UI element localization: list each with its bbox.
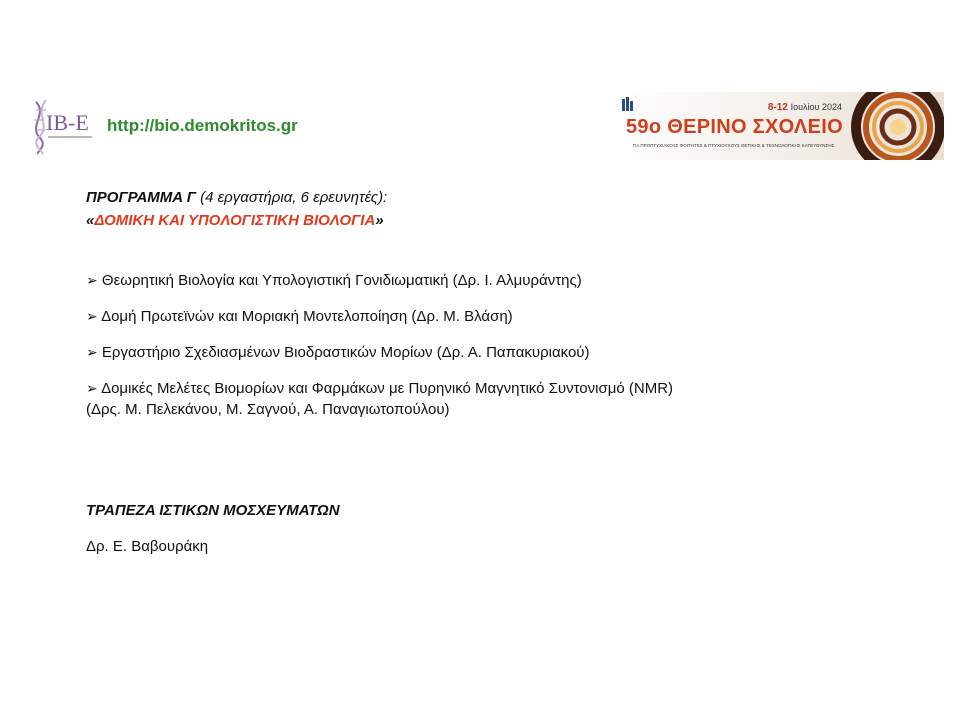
tissue-bank-title: ΤΡΑΠΕΖΑ ΙΣΤΙΚΩΝ ΜΟΣΧΕΥΜΑΤΩΝ — [86, 502, 340, 519]
building-icon — [621, 96, 635, 112]
arrow-bullet-icon: ➢ — [86, 380, 98, 396]
lab-text: Δομικές Μελέτες Βιομορίων και Φαρμάκων με Πυρηνικό Μαγνητικό Συντονισμό (NMR) — [97, 380, 674, 397]
lab-text-continued: (Δρς. Μ. Πελεκάνου, Μ. Σαγνού, Α. Παναγιωτοπούλου) — [86, 401, 450, 418]
list-item — [86, 342, 886, 363]
lab-list — [86, 270, 886, 435]
quote-open: « — [86, 212, 95, 229]
lab-text: Εργαστήριο Σχεδιασμένων Βιοδραστικών Μορίων (Δρ. Α. Παπακυριακού) — [97, 344, 590, 361]
quote-close: » — [375, 212, 384, 229]
list-item — [86, 270, 886, 291]
banner-subtitle: ΓΙΑ ΠΡΟΠΤΥΧΙΑΚΟΥΣ ΦΟΙΤΗΤΕΣ & ΠΤΥΧΙΟΥΧΟΥΣ ΘΕΤΙΚΗΣ & ΤΕΧΝΟΛΟΓΙΚΗΣ ΚΑΤΕΥΘΥΝΣΗΣ — [632, 143, 835, 148]
arrow-bullet-icon: ➢ — [86, 272, 98, 288]
banner-dates: 8-12 Ιουλίου 2024 — [767, 102, 842, 113]
program-subtitle: ΔΟΜΙΚΗ ΚΑΙ ΥΠΟΛΟΓΙΣΤΙΚΗ ΒΙΟΛΟΓΙΑ — [94, 212, 376, 229]
ibe-logo — [26, 96, 102, 156]
summer-school-banner[interactable] — [618, 92, 944, 160]
lab-text: Δομή Πρωτεϊνών και Μοριακή Μοντελοποίηση (Δρ. Μ. Βλάση) — [97, 308, 513, 325]
banner-title: 59ο ΘΕΡΙΝΟ ΣΧΟΛΕΙΟ — [626, 116, 843, 138]
site-url-link[interactable]: http://bio.demokritos.gr — [107, 116, 298, 135]
logo-text: IB-E — [46, 110, 89, 135]
arrow-bullet-icon: ➢ — [86, 344, 98, 360]
list-item — [86, 378, 886, 420]
tissue-bank-person: Δρ. Ε. Βαβουράκη — [86, 538, 209, 555]
program-title: ΠΡΟΓΡΑΜΜΑ Γ — [86, 189, 196, 206]
list-item — [86, 306, 886, 327]
program-heading — [86, 186, 387, 232]
lab-text: Θεωρητική Βιολογία και Υπολογιστική Γονιδιωματική (Δρ. Ι. Αλμυράντης) — [97, 272, 582, 289]
program-details: (4 εργαστήρια, 6 ερευνητές): — [195, 189, 388, 206]
arrow-bullet-icon: ➢ — [86, 308, 98, 324]
detector-ring-icon — [843, 92, 944, 160]
